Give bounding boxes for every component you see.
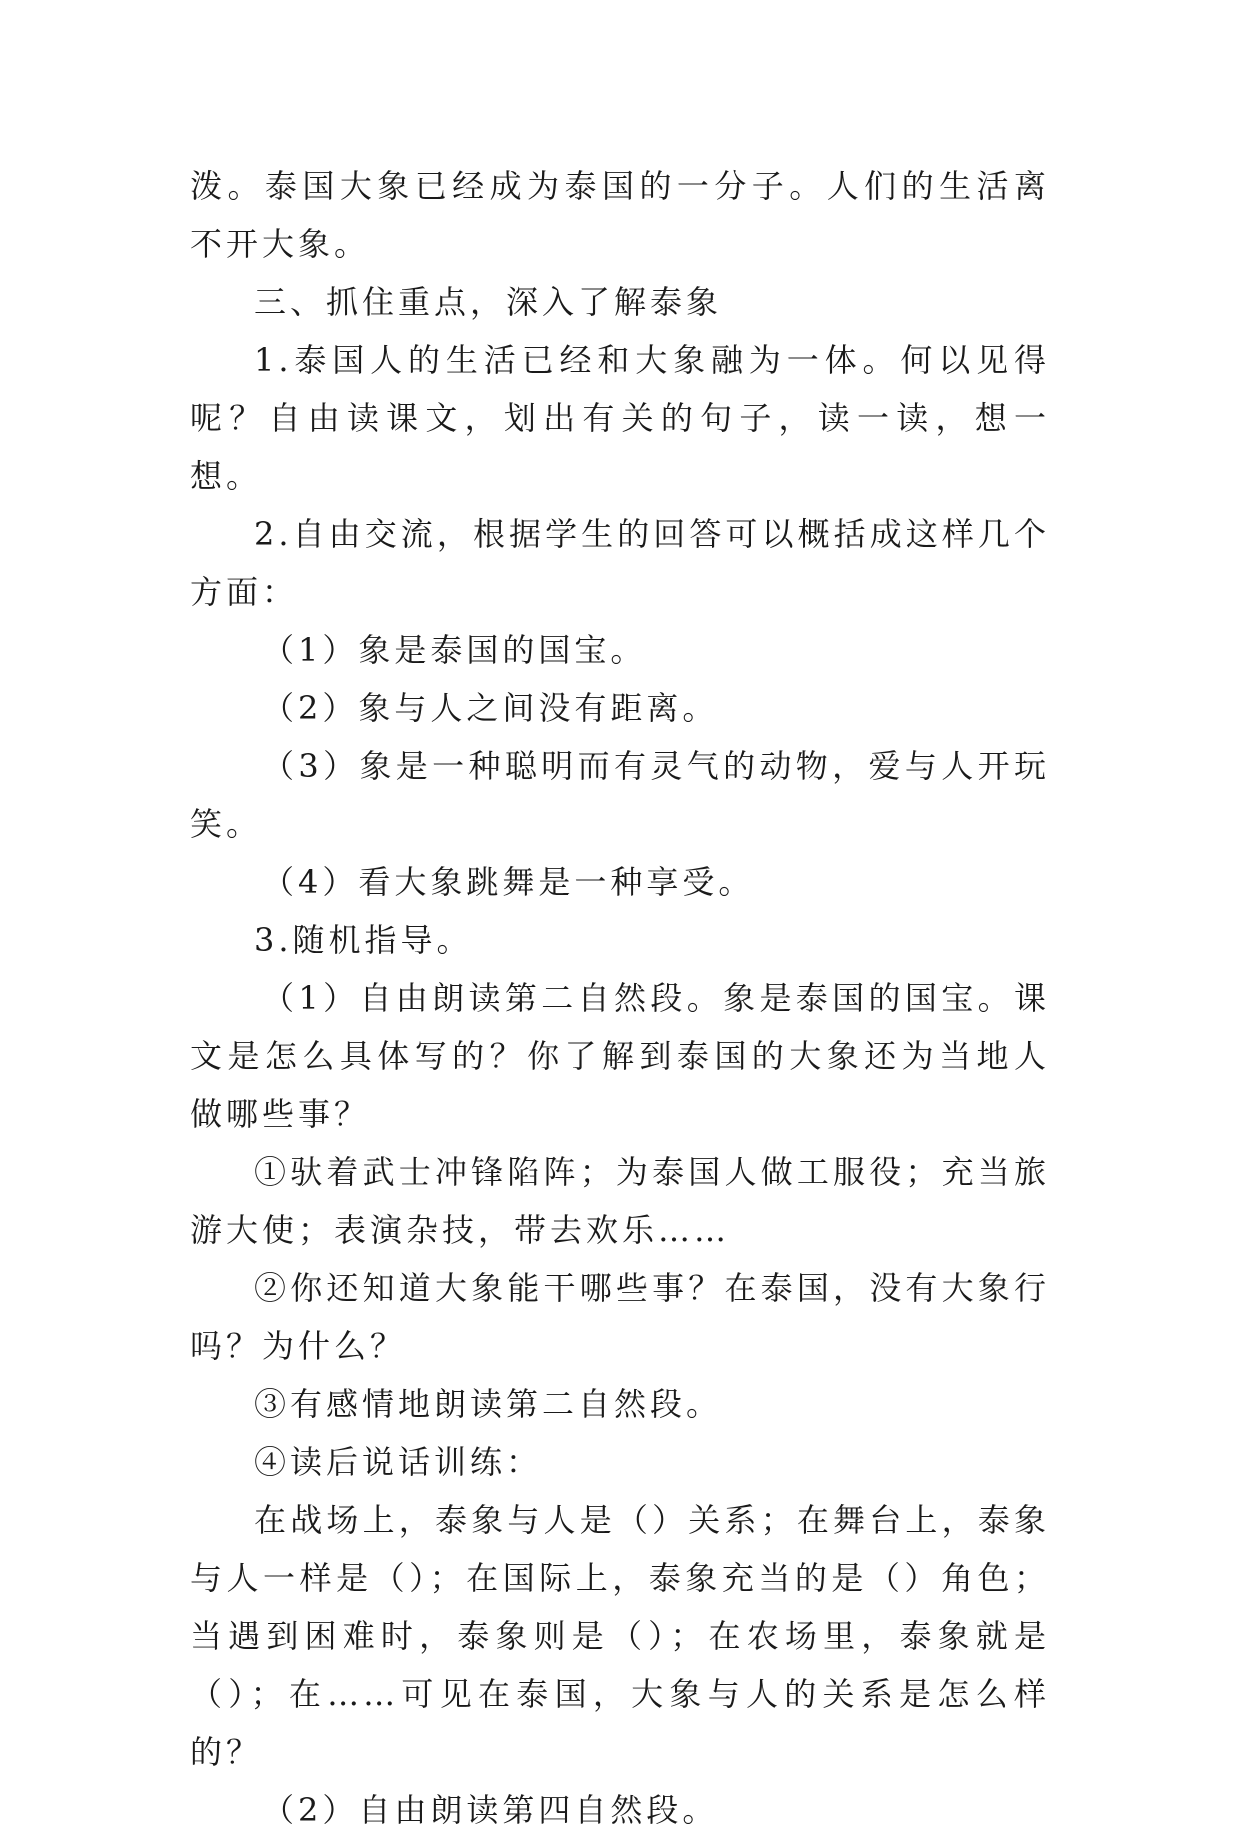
document-body	[190, 157, 1050, 1839]
list-item-point-3: （3）象是一种聪明而有灵气的动物，爱与人开玩笑。	[190, 747, 1050, 843]
paragraph-circled-1: ①驮着武士冲锋陷阵；为泰国人做工服役；充当旅游大使；表演杂技，带去欢乐……	[190, 1153, 1050, 1249]
paragraph-continued: 泼。泰国大象已经成为泰国的一分子。人们的生活离不开大象。	[190, 167, 1050, 263]
paragraph-circled-4: ④读后说话训练：	[254, 1443, 543, 1481]
list-item-point-4: （4）看大象跳舞是一种享受。	[262, 863, 755, 901]
paragraph-step-1: 1.泰国人的生活已经和大象融为一体。何以见得呢？自由读课文，划出有关的句子，读一读，想一想。	[190, 341, 1050, 495]
paragraph-sub-1: （1）自由朗读第二自然段。象是泰国的国宝。课文是怎么具体写的？你了解到泰国的大象还为当地人做哪些事？	[190, 979, 1050, 1133]
list-item-point-1: （1）象是泰国的国宝。	[262, 631, 647, 669]
paragraph-sub-2: （2）自由朗读第四自然段。	[262, 1791, 719, 1829]
paragraph-circled-3: ③有感情地朗读第二自然段。	[254, 1385, 723, 1423]
section-heading: 三、抓住重点，深入了解泰象	[254, 283, 723, 321]
paragraph-exercise: 在战场上，泰象与人是（）关系；在舞台上，泰象与人一样是（）；在国际上，泰象充当的是（）角色；当遇到困难时，泰象则是（）；在农场里，泰象就是（）；在……可见在泰国，大象与人的关系是怎么样的？	[190, 1501, 1050, 1771]
paragraph-circled-2: ②你还知道大象能干哪些事？在泰国，没有大象行吗？为什么？	[190, 1269, 1050, 1365]
paragraph-step-2: 2.自由交流，根据学生的回答可以概括成这样几个方面：	[190, 515, 1050, 611]
list-item-point-2: （2）象与人之间没有距离。	[262, 689, 719, 727]
paragraph-step-3: 3.随机指导。	[254, 921, 473, 959]
